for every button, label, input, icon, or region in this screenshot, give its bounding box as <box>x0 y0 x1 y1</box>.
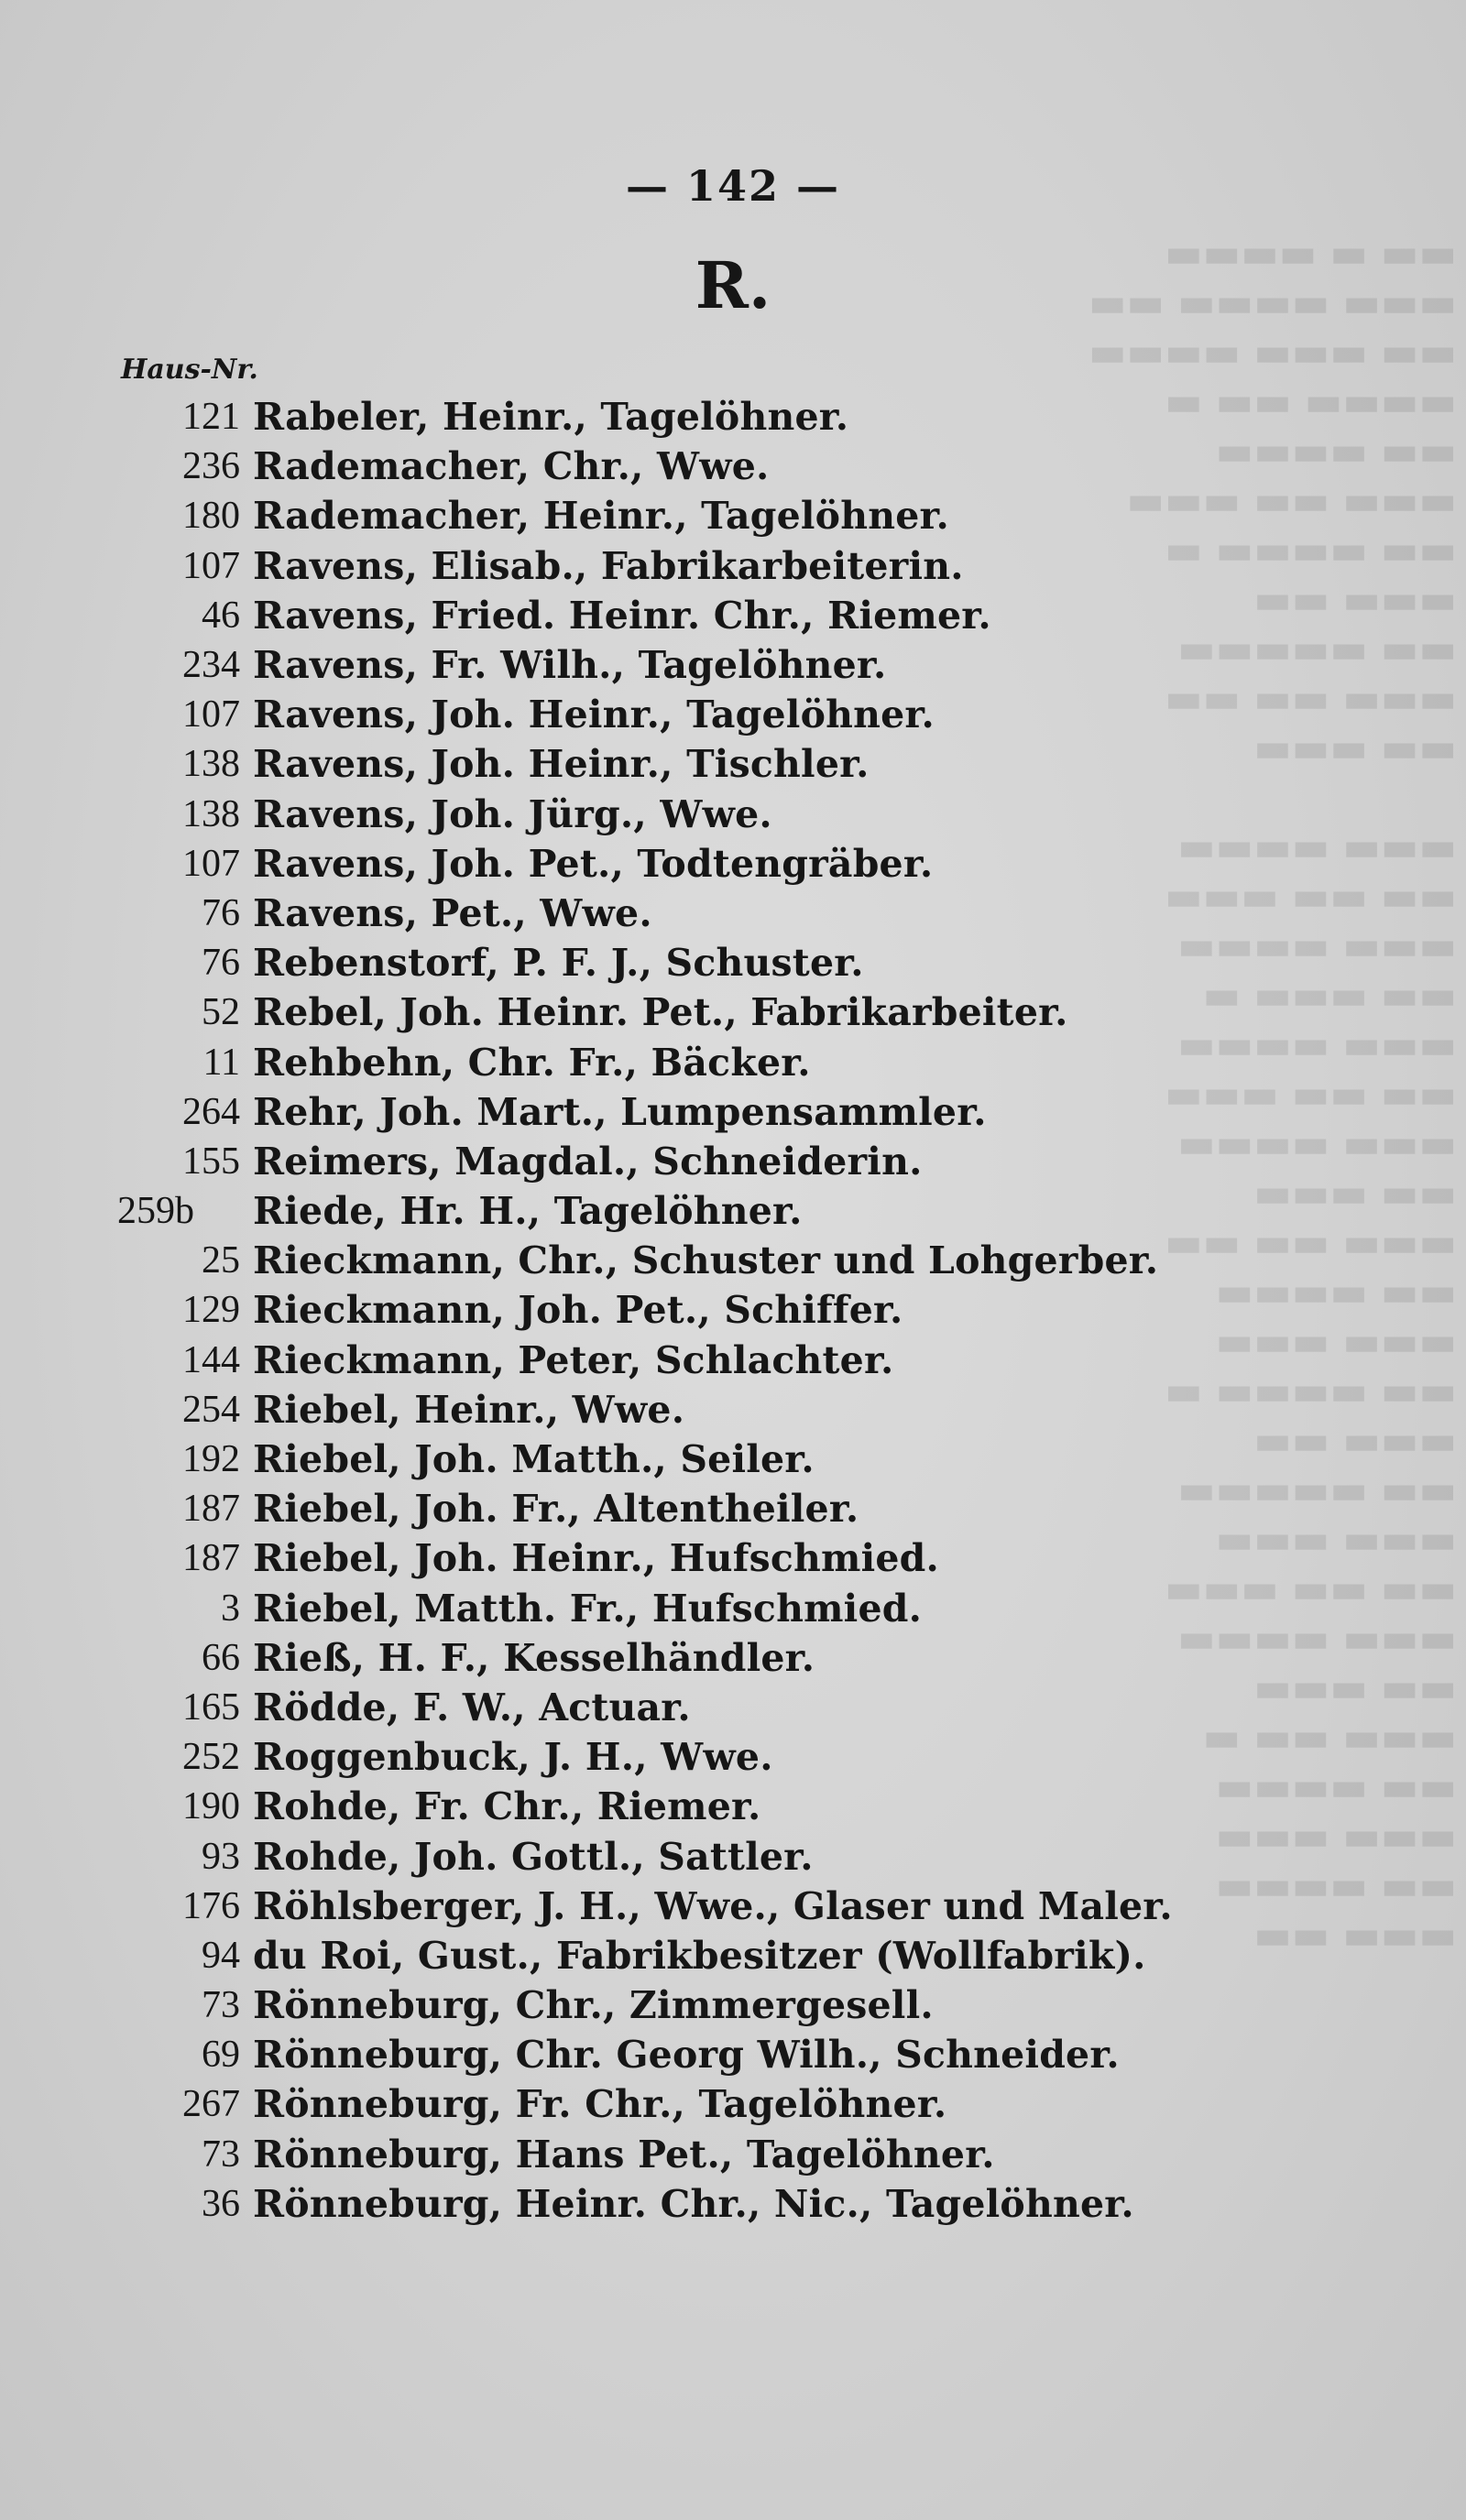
entry-text: Rönneburg, Heinr. Chr., Nic., Tagelöhner. <box>253 2181 1134 2226</box>
house-number: 155 <box>182 1140 240 1183</box>
page-number: — 142 — <box>625 161 841 211</box>
list-item <box>110 1782 1393 1831</box>
list-item <box>110 889 1393 938</box>
entry-text: Rieckmann, Chr., Schuster und Lohgerber. <box>253 1238 1159 1283</box>
house-number: 94 <box>202 1934 240 1977</box>
list-item <box>110 491 1393 540</box>
entry-text: Roggenbuck, J. H., Wwe. <box>253 1735 773 1780</box>
house-number: 187 <box>182 1537 240 1580</box>
house-number: 66 <box>202 1636 240 1679</box>
entry-text: Riebel, Heinr., Wwe. <box>253 1387 685 1432</box>
list-item <box>110 2179 1393 2229</box>
entry-text: Ravens, Elisab., Fabrikarbeiterin. <box>253 543 964 588</box>
house-number: 3 <box>221 1587 240 1630</box>
entry-text: Ravens, Joh. Heinr., Tischler. <box>253 742 870 787</box>
entry-text: Rieckmann, Peter, Schlachter. <box>253 1337 894 1382</box>
entry-text: Riede, Hr. H., Tagelöhner. <box>253 1189 803 1234</box>
entry-text: Ravens, Joh. Pet., Todtengräber. <box>253 841 934 886</box>
house-number: 234 <box>182 644 240 687</box>
section-letter: R. <box>695 247 771 323</box>
list-item <box>110 1683 1393 1732</box>
house-number: 73 <box>202 2133 240 2176</box>
house-number-column-header: Haus-Nr. <box>121 354 258 386</box>
house-number: 236 <box>182 445 240 488</box>
entry-text: Rödde, F. W., Actuar. <box>253 1685 691 1729</box>
list-item <box>110 1186 1393 1236</box>
list-item <box>110 1732 1393 1782</box>
house-number: 144 <box>182 1338 240 1381</box>
entry-text: du Roi, Gust., Fabrikbesitzer (Wollfabrik). <box>253 1933 1146 1978</box>
list-item <box>110 1336 1393 1385</box>
entry-text: Riebel, Joh. Heinr., Hufschmied. <box>253 1536 940 1581</box>
list-item <box>110 1882 1393 1931</box>
house-number: 107 <box>182 842 240 885</box>
house-number: 187 <box>182 1488 240 1531</box>
list-item <box>110 1980 1393 2030</box>
list-item <box>110 1435 1393 1484</box>
entry-text: Rebel, Joh. Heinr. Pet., Fabrikarbeiter. <box>253 990 1068 1035</box>
house-number: 259b <box>117 1190 194 1233</box>
entry-text: Ravens, Pet., Wwe. <box>253 890 652 935</box>
house-number: 264 <box>182 1090 240 1133</box>
house-number: 138 <box>182 792 240 835</box>
list-item <box>110 1285 1393 1335</box>
list-item <box>110 1087 1393 1137</box>
house-number: 107 <box>182 544 240 587</box>
house-number: 267 <box>182 2083 240 2126</box>
list-item <box>110 1584 1393 1633</box>
entry-text: Rohde, Joh. Gottl., Sattler. <box>253 1834 814 1879</box>
entry-text: Rehr, Joh. Mart., Lumpensammler. <box>253 1089 987 1134</box>
house-number: 46 <box>202 594 240 637</box>
house-number: 11 <box>202 1041 240 1084</box>
house-number: 52 <box>202 991 240 1034</box>
entry-text: Rebenstorf, P. F. J., Schuster. <box>253 941 864 986</box>
list-item <box>110 640 1393 690</box>
entry-text: Rademacher, Chr., Wwe. <box>253 444 770 489</box>
entry-text: Röhlsberger, J. H., Wwe., Glaser und Maler. <box>253 1883 1173 1928</box>
entry-text: Rönneburg, Fr. Chr., Tagelöhner. <box>253 2082 947 2127</box>
list-item <box>110 1137 1393 1186</box>
list-item <box>110 1385 1393 1435</box>
entry-text: Rohde, Fr. Chr., Riemer. <box>253 1784 761 1829</box>
entry-text: Riebel, Matth. Fr., Hufschmied. <box>253 1586 923 1631</box>
house-number: 36 <box>202 2182 240 2225</box>
list-item <box>110 987 1393 1037</box>
list-item <box>110 1931 1393 1980</box>
list-item <box>110 839 1393 889</box>
list-item <box>110 1484 1393 1533</box>
list-item <box>110 690 1393 739</box>
list-item <box>110 442 1393 491</box>
list-item <box>110 938 1393 987</box>
house-number: 69 <box>202 2034 240 2077</box>
list-item <box>110 2130 1393 2179</box>
list-item <box>110 1236 1393 1285</box>
entry-text: Ravens, Fried. Heinr. Chr., Riemer. <box>253 593 991 638</box>
entry-text: Riebel, Joh. Fr., Altentheiler. <box>253 1487 859 1532</box>
list-item <box>110 1633 1393 1683</box>
house-number: 176 <box>182 1884 240 1927</box>
entry-text: Rieß, H. F., Kesselhändler. <box>253 1635 815 1680</box>
house-number: 254 <box>182 1388 240 1431</box>
house-number: 180 <box>182 495 240 538</box>
entry-text: Ravens, Joh. Heinr., Tagelöhner. <box>253 693 935 737</box>
house-number: 192 <box>182 1438 240 1481</box>
list-item <box>110 2030 1393 2079</box>
show-through-bleed: ▬▬ ▬ ▬▬▬▬ ▬▬▬ ▬▬▬▬ ▬▬ ▬▬ ▬▬▬ ▬▬▬▬ ▬▬▬▬ ▬▬ ▬ ▬▬ ▬▬▬▬ ▬▬▬ ▬▬ ▬▬▬ ▬▬ ▬▬▬▬ ▬ ▬▬▬ ▬▬ ▬▬ ▬▬▬▬▬ ▬▬▬ ▬▬ ▬▬ ▬▬ ▬▬▬ ▬▬▬ ▬▬▬▬ ▬▬ ▬▬ ▬▬▬ ▬▬▬ ▬▬▬▬ ▬▬ ▬▬▬ ▬ ▬▬▬ ▬▬▬▬ ▬▬ ▬▬ ▬▬▬ ▬▬▬ ▬▬▬▬ ▬▬ ▬▬▬ ▬▬▬ ▬▬ ▬▬ ▬▬ ▬▬▬▬ ▬▬▬ ▬▬▬ ▬▬ ▬▬▬▬ ▬ ▬▬▬ ▬▬ ▬▬ ▬▬▬▬▬ ▬▬▬ ▬▬▬ ▬▬ ▬▬ ▬▬▬ ▬▬▬ ▬▬▬▬ ▬▬ ▬▬▬ ▬▬▬ ▬▬ ▬ ▬▬ ▬▬▬▬ ▬▬▬ ▬▬▬ ▬▬ ▬▬▬▬ ▬▬▬ ▬▬ <box>1088 230 1457 1958</box>
entry-text: Rehbehn, Chr. Fr., Bäcker. <box>253 1040 811 1085</box>
list-item <box>110 1831 1393 1881</box>
house-number: 121 <box>182 396 240 439</box>
entry-text: Rademacher, Heinr., Tagelöhner. <box>253 494 950 539</box>
list-item <box>110 591 1393 640</box>
list-item <box>110 541 1393 591</box>
entry-text: Reimers, Magdal., Schneiderin. <box>253 1139 923 1184</box>
directory-entry-list <box>110 392 1393 2229</box>
entry-text: Rönneburg, Hans Pet., Tagelöhner. <box>253 2132 995 2176</box>
entry-text: Rabeler, Heinr., Tagelöhner. <box>253 395 849 440</box>
list-item <box>110 1533 1393 1583</box>
house-number: 165 <box>182 1685 240 1729</box>
entry-text: Rönneburg, Chr. Georg Wilh., Schneider. <box>253 2033 1120 2078</box>
house-number: 93 <box>202 1835 240 1878</box>
list-item <box>110 739 1393 789</box>
house-number: 73 <box>202 1984 240 2027</box>
house-number: 138 <box>182 743 240 786</box>
house-number: 129 <box>182 1289 240 1332</box>
house-number: 25 <box>202 1239 240 1282</box>
house-number: 76 <box>202 891 240 934</box>
house-number: 252 <box>182 1736 240 1779</box>
entry-text: Ravens, Joh. Jürg., Wwe. <box>253 791 772 836</box>
entry-text: Rieckmann, Joh. Pet., Schiffer. <box>253 1288 903 1333</box>
house-number: 107 <box>182 693 240 736</box>
entry-text: Ravens, Fr. Wilh., Tagelöhner. <box>253 643 887 688</box>
list-item <box>110 2079 1393 2129</box>
house-number: 190 <box>182 1785 240 1828</box>
entry-text: Rönneburg, Chr., Zimmergesell. <box>253 1983 934 2028</box>
entry-text: Riebel, Joh. Matth., Seiler. <box>253 1437 815 1482</box>
list-item <box>110 392 1393 442</box>
list-item <box>110 790 1393 839</box>
house-number: 76 <box>202 942 240 985</box>
list-item <box>110 1037 1393 1086</box>
